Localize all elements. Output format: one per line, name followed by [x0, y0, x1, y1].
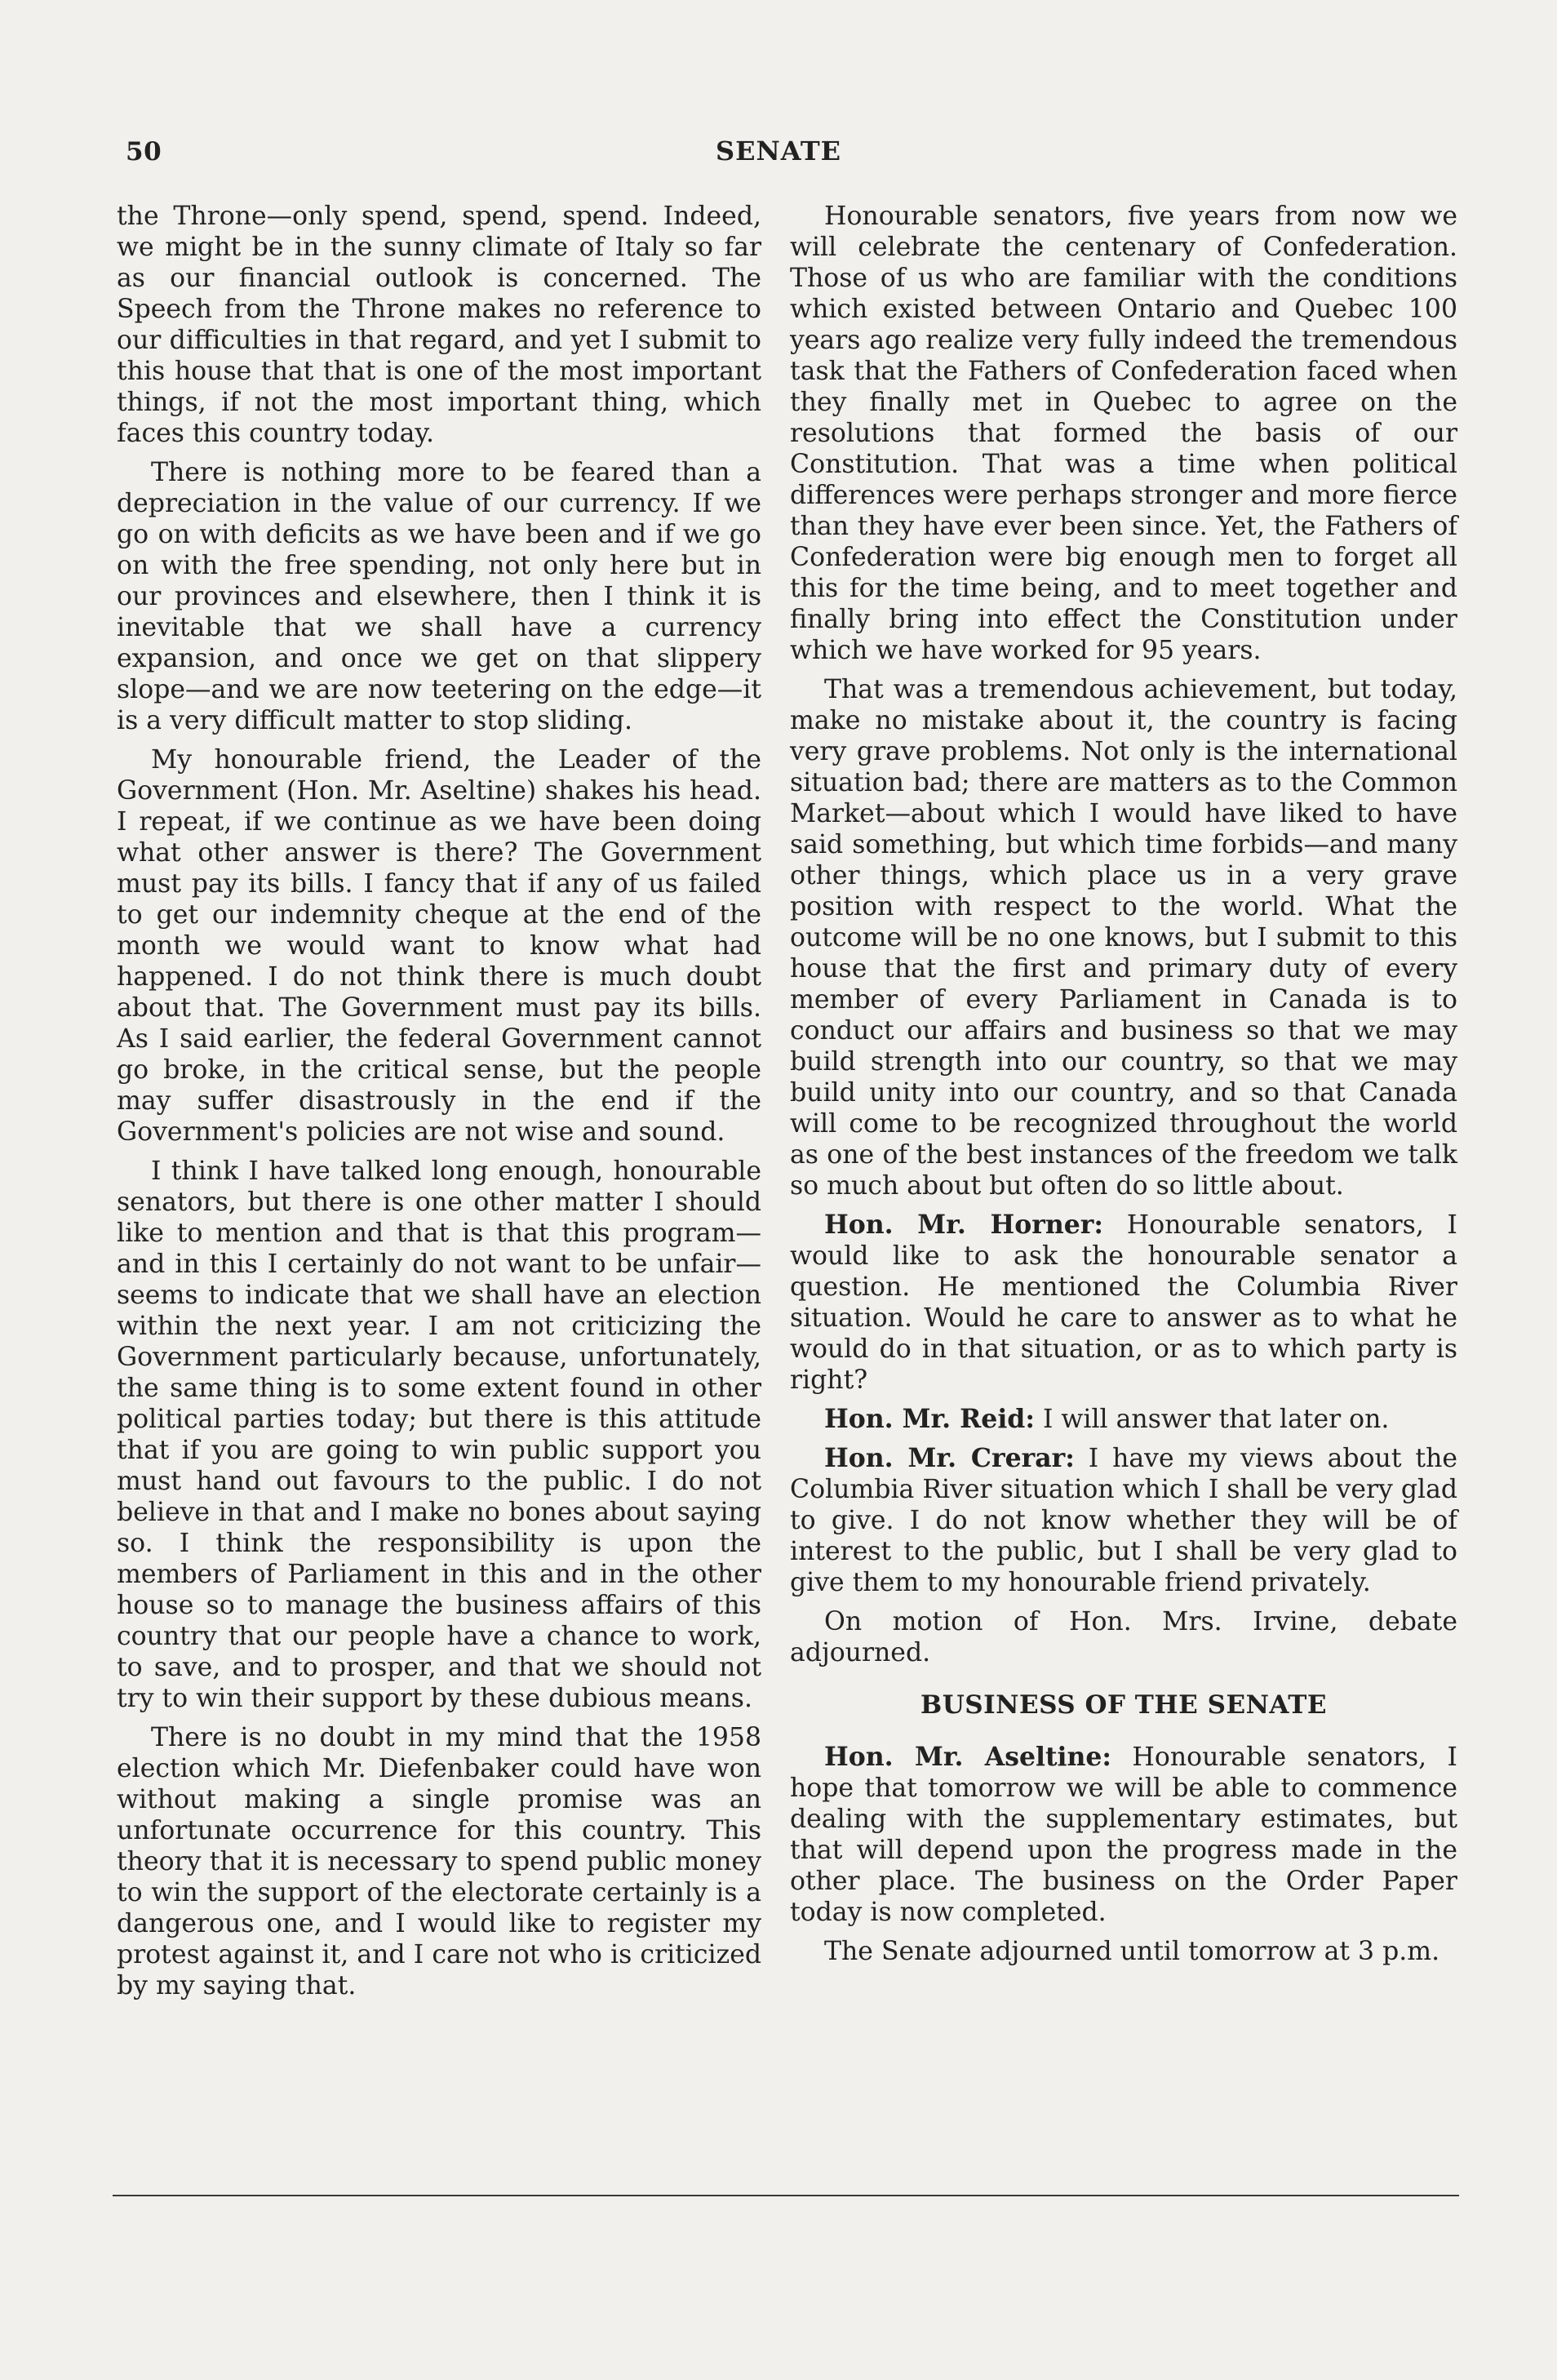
- speaker-crerar: Hon. Mr. Crerar:: [824, 1443, 1075, 1473]
- right-paragraph-2: That was a tremendous achievement, but today, make no mistake about it, the country is facing very grave problems. Not only is the international situation bad; there are matters as to the Common Market—about which I would have liked to have said something, but which time forbids—and many other things, which place us in a very grave position with respect to the world. What the outcome will be no one knows, but I submit to this house that the first and primary duty of every member of every Parliament in Canada is to conduct our affairs and business so that we may build strength into our country, so that we may build unity into our country, and so that Canada will come to be recognized throughout the world as one of the best instances of the freedom we talk so much about but often do so little about.: [790, 675, 1457, 1201]
- aseltine-text: Honourable senators, I hope that tomorrow we will be able to commence dealing with the supplementary estimates, but that will depend upon the progress made in the other place. The business on the Order Paper today is now completed.: [790, 1743, 1457, 1927]
- reid-statement: [790, 1404, 1457, 1435]
- left-paragraph-4: I think I have talked long enough, honourable senators, but there is one other matter I should like to mention and that is that this program—and in this I certainly do not want to be unfair—seems to indicate that we shall have an election within the next year. I am not criticizing the Government particularly because, unfortunately, the same thing is to some extent found in other political parties today; but there is this attitude that if you are going to win public support you must hand out favours to the public. I do not believe in that and I make no bones about saying so. I think the responsibility is upon the members of Parliament in this and in the other house so to manage the business affairs of this country that our people have a chance to work, to save, and to prosper, and that we should not try to win their support by these dubious means.: [117, 1157, 761, 1713]
- horner-text: Honourable senators, I would like to ask the honourable senator a question. He mentioned the Columbia River situation. Would he care to answer as to what he would do in that situation, or as to which party is right?: [790, 1210, 1457, 1395]
- left-paragraph-1: the Throne—only spend, spend, spend. Indeed, we might be in the sunny climate of Italy so far as our financial outlook is concerned. The Speech from the Throne makes no reference to our difficulties in that regard, and yet I submit to this house that that is one of the most important things, if not the most important thing, which faces this country today.: [117, 202, 761, 448]
- left-paragraph-2: There is nothing more to be feared than a depreciation in the value of our currency. If we go on with deficits as we have been and if we go on with the free spending, not only here but in our provinces and elsewhere, then I think it is inevitable that we shall have a currency expansion, and once we get on that slippery slope—and we are now teetering on the edge—it is a very difficult matter to stop sliding.: [117, 458, 761, 735]
- left-paragraph-3: My honourable friend, the Leader of the Government (Hon. Mr. Aseltine) shakes his head. I repeat, if we continue as we have been doing what other answer is there? The Government must pay its bills. I fancy that if any of us failed to get our indemnity cheque at the end of the month we would want to know what had happened. I do not think there is much doubt about that. The Government must pay its bills. As I said earlier, the federal Government cannot go broke, in the critical sense, but the people may suffer disastrously in the end if the Government's policies are not wise and sound.: [117, 745, 761, 1147]
- speaker-horner: Hon. Mr. Horner:: [824, 1210, 1104, 1240]
- motion-text: On motion of Hon. Mrs. Irvine, debate adjourned.: [790, 1607, 1457, 1667]
- footer-rule: [113, 2195, 1459, 2196]
- left-paragraph-5: There is no doubt in my mind that the 1958 election which Mr. Diefenbaker could have won without making a single promise was an unfortunate occurrence for this country. This theory that it is necessary to spend public money to win the support of the electorate certainly is a dangerous one, and I would like to register my protest against it, and I care not who is criticized by my saying that.: [117, 1723, 761, 2000]
- speaker-aseltine: Hon. Mr. Aseltine:: [824, 1742, 1112, 1772]
- right-column: [790, 201, 1457, 1975]
- speaker-reid: Hon. Mr. Reid:: [824, 1404, 1035, 1434]
- adjourned-text: The Senate adjourned until tomorrow at 3 p.m.: [824, 1937, 1440, 1966]
- left-column: [117, 201, 761, 2009]
- aseltine-statement: [790, 1742, 1457, 1928]
- crerar-statement: [790, 1443, 1457, 1598]
- crerar-text: I have my views about the Columbia River situation which I shall be very glad to give. I do not know whether they will be of interest to the public, but I shall be very glad to give them to my honourable friend privately.: [790, 1444, 1458, 1597]
- section-heading: BUSINESS OF THE SENATE: [920, 1690, 1327, 1720]
- running-head: SENATE: [715, 135, 842, 167]
- reid-text: I will answer that later on.: [1042, 1405, 1390, 1434]
- horner-statement: [790, 1210, 1457, 1396]
- right-paragraph-1: Honourable senators, five years from now we will celebrate the centenary of Confederation. Those of us who are familiar with the conditions which existed between Ontario and Quebec 100 years ago realize very fully indeed the tremendous task that the Fathers of Confederation faced when they finally met in Quebec to agree on the resolutions that formed the basis of our Constitution. That was a time when political differences were perhaps stronger and more fierce than they have ever been since. Yet, the Fathers of Confederation were big enough men to forget all this for the time being, and to meet together and finally bring into effect the Constitution under which we have worked for 95 years.: [790, 202, 1457, 665]
- page-number: 50: [126, 137, 162, 167]
